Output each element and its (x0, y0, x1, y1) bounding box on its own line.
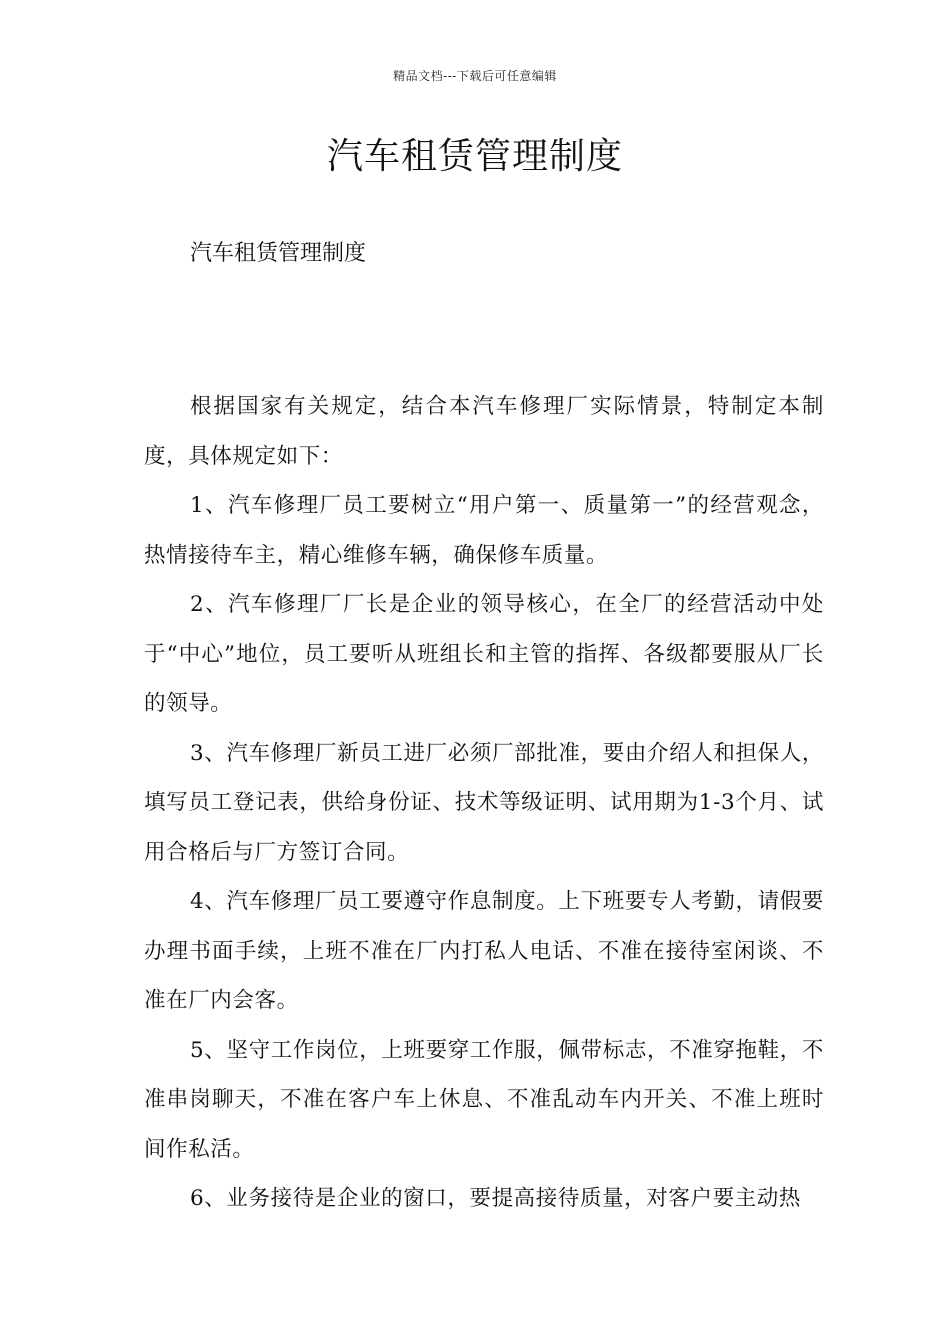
document-body (144, 382, 824, 1224)
paragraph-item-2: 2、汽车修理厂厂长是企业的领导核心，在全厂的经营活动中处于“中心”地位，员工要听从班组长和主管的指挥、各级都要服从厂长的领导。 (144, 592, 824, 716)
paragraph-item-6: 6、业务接待是企业的窗口，要提高接待质量，对客户要主动热 (190, 1186, 801, 1211)
document-title: 汽车租赁管理制度 (326, 136, 623, 177)
paragraph-intro: 根据国家有关规定，结合本汽车修理厂实际情景，特制定本制度，具体规定如下： (144, 394, 824, 469)
paragraph-item-1: 1、汽车修理厂员工要树立“用户第一、质量第一”的经营观念，热情接待车主，精心维修车辆，确保修车质量。 (144, 493, 824, 568)
header-note: 精品文档---下载后可任意编辑 (393, 69, 557, 83)
paragraph-item-4: 4、汽车修理厂员工要遵守作息制度。上下班要专人考勤，请假要办理书面手续，上班不准在厂内打私人电话、不准在接待室闲谈、不准在厂内会客。 (144, 889, 824, 1013)
paragraph-item-3: 3、汽车修理厂新员工进厂必须厂部批准，要由介绍人和担保人，填写员工登记表，供给身份证、技术等级证明、试用期为1-3个月、试用合格后与厂方签订合同。 (144, 740, 824, 865)
paragraph-item-5: 5、坚守工作岗位，上班要穿工作服，佩带标志，不准穿拖鞋，不准串岗聊天，不准在客户车上休息、不准乱动车内开关、不准上班时间作私活。 (144, 1037, 824, 1162)
document-subtitle: 汽车租赁管理制度 (190, 241, 367, 266)
